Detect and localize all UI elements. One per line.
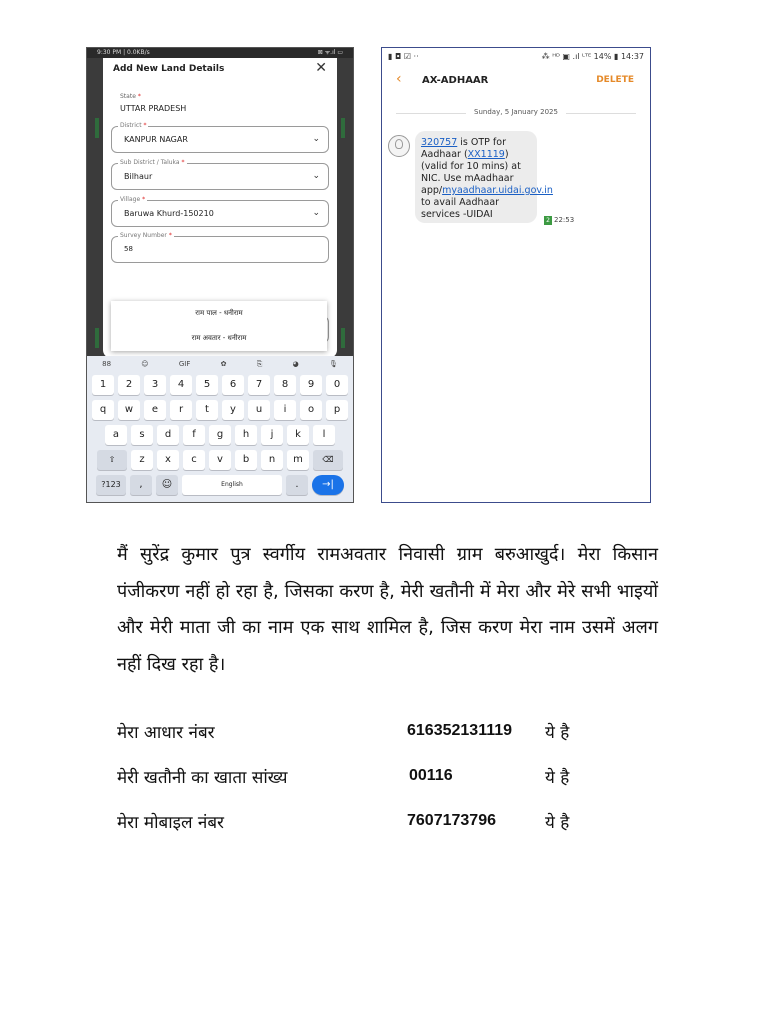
delete-button[interactable]: DELETE — [596, 75, 634, 85]
keyboard-row-space — [87, 475, 353, 495]
key[interactable]: 5 — [196, 375, 218, 395]
shift-key[interactable]: ⇧ — [97, 450, 127, 470]
mobile-suffix: ये है — [545, 813, 570, 833]
key[interactable]: t — [196, 400, 218, 420]
date-separator: Sunday, 5 January 2025 — [382, 108, 650, 116]
background-tab — [341, 118, 345, 138]
otp-link[interactable]: 320757 — [421, 137, 458, 148]
sim-badge-icon: 2 — [544, 216, 552, 225]
palette-icon[interactable]: ◕ — [292, 360, 299, 368]
key[interactable]: o — [300, 400, 322, 420]
status-bar-left: ▮ ◘ ☑ ·· — [388, 52, 419, 61]
message-text: is OTP for Aadhaar ( — [421, 137, 506, 160]
key[interactable]: u — [248, 400, 270, 420]
khata-row — [117, 765, 658, 795]
key[interactable]: s — [131, 425, 153, 445]
key[interactable]: q — [92, 400, 114, 420]
key[interactable]: j — [261, 425, 283, 445]
uidai-link[interactable]: myaadhaar.uidai.gov.in — [442, 185, 553, 196]
khata-label: मेरी खतौनी का खाता सांख्य — [117, 768, 288, 788]
backspace-key[interactable]: ⌫ — [313, 450, 343, 470]
keyboard-row-middle — [87, 425, 353, 445]
aadhaar-number: 616352131119 — [407, 722, 513, 739]
space-key[interactable]: English — [182, 475, 282, 495]
contact-avatar-icon — [388, 135, 410, 157]
sticker-icon[interactable]: ☺ — [141, 360, 149, 368]
key[interactable]: r — [170, 400, 192, 420]
sub-district-value: Bilhaur — [124, 172, 153, 181]
key[interactable]: 4 — [170, 375, 192, 395]
district-label: District * — [120, 122, 147, 129]
survey-number-label: Survey Number * — [120, 232, 172, 239]
key[interactable]: g — [209, 425, 231, 445]
comma-key[interactable]: , — [130, 475, 152, 495]
status-bar-right: ⁂ ᴴᴰ ▣ .ıl ᴸᵀᴱ 14% ▮ 14:37 — [541, 52, 644, 61]
village-value: Baruwa Khurd-150210 — [124, 209, 214, 218]
apps-icon[interactable]: 88 — [102, 360, 112, 368]
aadhaar-label: मेरा आधार नंबर — [117, 723, 215, 743]
chevron-down-icon: ⌄ — [312, 208, 320, 218]
settings-icon[interactable]: ✿ — [220, 360, 227, 368]
gif-button[interactable]: GIF — [178, 360, 191, 368]
mobile-row — [117, 810, 658, 840]
khata-number: 00116 — [409, 767, 453, 784]
sms-screenshot — [381, 47, 651, 503]
state-value: UTTAR PRADESH — [120, 104, 187, 113]
dropdown-option[interactable]: राम पाल - धनीराम — [195, 309, 243, 317]
survey-number-input[interactable] — [111, 232, 329, 263]
key[interactable]: h — [235, 425, 257, 445]
key[interactable]: z — [131, 450, 153, 470]
land-details-screenshot — [86, 47, 354, 503]
state-label: State * — [120, 93, 141, 100]
key[interactable]: 1 — [92, 375, 114, 395]
emoji-icon[interactable]: ☺ — [156, 475, 178, 495]
status-bar-left: 9:30 PM | 0.0KB/s — [97, 49, 150, 56]
microphone-icon[interactable]: 🎙 — [328, 360, 338, 368]
on-screen-keyboard — [87, 356, 353, 502]
key[interactable]: i — [274, 400, 296, 420]
enter-key[interactable]: →| — [312, 475, 344, 495]
key[interactable]: l — [313, 425, 335, 445]
key[interactable]: x — [157, 450, 179, 470]
close-icon[interactable]: ✕ — [315, 60, 327, 76]
key[interactable]: n — [261, 450, 283, 470]
aadhaar-suffix: ये है — [545, 723, 570, 743]
key[interactable]: 7 — [248, 375, 270, 395]
key[interactable]: 2 — [118, 375, 140, 395]
message-text: ) (valid for 10 mins) at NIC. Use mAadhaar app/ — [421, 149, 521, 196]
key[interactable]: 3 — [144, 375, 166, 395]
key[interactable]: m — [287, 450, 309, 470]
aadhaar-row — [117, 720, 658, 750]
key[interactable]: 9 — [300, 375, 322, 395]
village-label: Village * — [120, 196, 146, 203]
keyboard-row-bottom — [87, 450, 353, 470]
key[interactable]: a — [105, 425, 127, 445]
background-tab — [95, 118, 99, 138]
message-bubble[interactable] — [415, 131, 553, 223]
sub-district-select[interactable] — [111, 159, 329, 190]
key[interactable]: w — [118, 400, 140, 420]
key[interactable]: f — [183, 425, 205, 445]
back-arrow-icon[interactable]: ‹ — [396, 71, 402, 87]
sub-district-label: Sub District / Taluka * — [120, 159, 185, 166]
chevron-down-icon: ⌄ — [312, 171, 320, 181]
survey-number-value: 58 — [124, 245, 133, 253]
complaint-paragraph: मैं सुरेंद्र कुमार पुत्र स्वर्गीय रामअवतार निवासी ग्राम बरुआखुर्द। मेरा किसान पंजीकरण नहीं हो रहा है, जिसका करण है, मेरी खतौनी में मेरा और मेरे सभी भाइयों और मेरी माता जी का नाम एक साथ शामिल है, जिस करण मेरा नाम उसमें अलग नहीं दिख रहा है। — [117, 544, 658, 675]
khata-suffix: ये है — [545, 768, 570, 788]
symbols-key[interactable]: ?123 — [96, 475, 126, 495]
key[interactable]: k — [287, 425, 309, 445]
masked-number-link[interactable]: XX1119 — [467, 149, 505, 160]
district-select[interactable] — [111, 122, 329, 153]
chevron-down-icon: ⌄ — [312, 134, 320, 144]
keyboard-row-top — [87, 400, 353, 420]
status-bar — [87, 48, 353, 58]
background-tab — [95, 328, 99, 348]
sender-name: AX-ADHAAR — [422, 75, 489, 86]
district-value: KANPUR NAGAR — [124, 135, 188, 144]
message-text: to avail Aadhaar services -UIDAI — [421, 197, 500, 220]
key[interactable]: 0 — [326, 375, 348, 395]
key[interactable]: c — [183, 450, 205, 470]
owner-suggestion-dropdown — [111, 301, 327, 351]
mobile-number: 7607173796 — [407, 812, 496, 829]
clipboard-icon[interactable]: ⎘ — [256, 359, 263, 368]
key[interactable]: 8 — [274, 375, 296, 395]
status-bar-right: ⊠ ᯤ.ıl ▭ — [317, 49, 343, 56]
conversation-header — [382, 66, 650, 94]
status-bar — [382, 48, 650, 66]
key[interactable]: e — [144, 400, 166, 420]
key[interactable]: v — [209, 450, 231, 470]
key[interactable]: 6 — [222, 375, 244, 395]
key[interactable]: d — [157, 425, 179, 445]
period-key[interactable]: . — [286, 475, 308, 495]
key[interactable]: y — [222, 400, 244, 420]
dropdown-option[interactable]: राम अवतार - धनीराम — [191, 334, 247, 342]
mobile-label: मेरा मोबाइल नंबर — [117, 813, 224, 833]
modal-title: Add New Land Details — [113, 64, 225, 74]
key[interactable]: b — [235, 450, 257, 470]
background-tab — [341, 328, 345, 348]
keyboard-row-numbers — [87, 375, 353, 395]
message-time: 2 22:53 — [544, 216, 574, 225]
village-select[interactable] — [111, 196, 329, 227]
key[interactable]: p — [326, 400, 348, 420]
keyboard-toolbar — [87, 356, 353, 372]
